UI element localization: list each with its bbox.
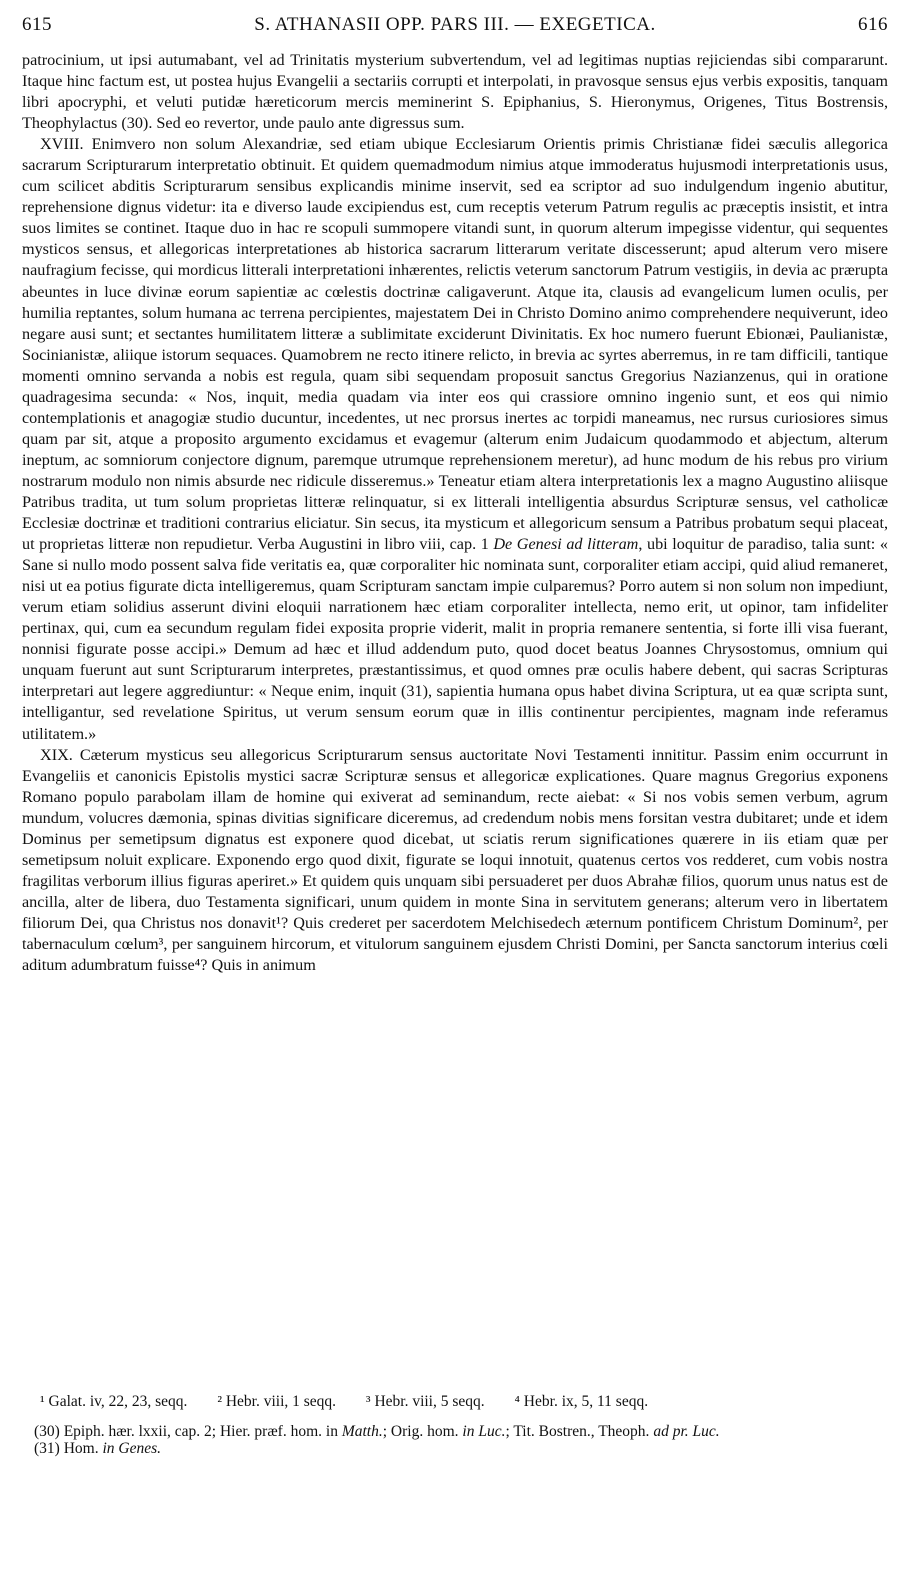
paragraph-text-tail: , ubi loquitur de paradiso, talia sunt: « Sane si nullo modo possent salva fide veritatis ea, quæ corporaliter hic nominata sunt, corporaliter etiam accipi, quid aliud remaneret, nisi ut ea potius figurate dicta intelligeremus, quam Scripturam sanctam impie culparemus? Porro autem si non solum non impediunt, verum etiam solidius asserunt divini eloquii narrationem hæc etiam corporaliter intellecta, nemo erit, ut opinor, tam infideliter pertinax, qui, cum ea secundum regulam fidei exposita proprie viderit, malit in propria remanere sententia, si forte illi visa fuerant, nonnisi figurate posse accipi.» Demum ad hæc et illud addendum puto, quod docet beatus Joannes Chrysostomus, omnium qui unquam fuerunt aut sunt Scripturarum interpretes, præstantissimus, et quod omnes præ oculis habere debent, qui sacras Scripturas interpretari aut legere aggrediuntur: « Neque enim, inquit (31), sapientia humana opus habet divina Scriptura, ut ea quæ scripta sunt, intelligantur, sed revelatione Spiritus, ut verum sensum eorum quæ in illis continentur percipientes, magnam inde referamus utilitatem.» (22, 535, 888, 743)
section-number: XVIII. (40, 135, 84, 154)
page-number-left: 615 (22, 14, 52, 35)
note-text: (30) Epiph. hær. lxxii, cap. 2; Hier. præf. hom. in (34, 1423, 342, 1440)
running-header (22, 14, 888, 42)
footnote: ¹ Galat. iv, 22, 23, seqq. (40, 1393, 188, 1410)
main-text (22, 50, 888, 976)
note-text: ; Tit. Bostren., Theoph. (505, 1423, 654, 1440)
note-italic: in Genes. (102, 1440, 161, 1457)
endnotes (22, 1423, 888, 1457)
note-italic: ad pr. Luc. (653, 1423, 720, 1440)
note-italic: in (462, 1423, 475, 1440)
paragraph-continuation: patrocinium, ut ipsi autumabant, vel ad Trinitatis mysterium subvertendum, vel ad legitimas nuptias rejiciendas sibi compararunt. Itaque hinc factum est, ut postea hujus Evangelii a sectariis corrupti et interpolati, in pravosque sensus ejus verbis expositis, tanquam libri apocryphi, et veluti putidæ hæreticorum mercis meminerint S. Epiphanius, S. Hieronymus, Origenes, Titus Bostrensis, Theophylactus (30). Sed eo revertor, unde paulo ante digressus sum. (22, 51, 888, 133)
page-number-right: 616 (858, 14, 888, 35)
note-31 (22, 1440, 888, 1457)
note-italic: Matth. (341, 1423, 383, 1440)
footnote: ⁴ Hebr. ix, 5, 11 seqq. (514, 1393, 649, 1410)
footnote: ³ Hebr. viii, 5 seqq. (365, 1393, 485, 1410)
paragraph-xviii (22, 134, 888, 744)
note-italic: Luc. (474, 1423, 506, 1440)
paragraph-text: Enimvero non solum Alexandriæ, sed etiam ubique Ecclesiarum Orientis primis Christianæ fidei sæculis allegorica sacrarum Scripturarum interpretatio obtinuit. Et quidem quemadmodum nimius atque immoderatus hujusmodi interpretationis usus, cum scilicet abditis Scripturarum sensibus explicandis minime inservit, sed ea scriptor ad suo indulgendum ingenio abutitur, reprehensione dignus videtur: ita e diverso laude excipiendus est, cum receptis veterum Patrum regulis ac præceptis insistit, et intra suos limites se continet. Itaque duo in hac re scopuli summopere vitandi sunt, in quorum alterum impegisse videntur, qui sequentes mysticos sensus, et allegoricas interpretationes ab historica sacrarum litterarum veritate discesserunt; apud alterum vero misere naufragium fecisse, qui mordicus litterali interpretationi inhærentes, relictis veterum sanctorum Patrum vestigiis, in devia ac prærupta abeuntes in luce divinæ eorum sapientiæ ac cœlestis doctrinæ caligaverunt. Atque ita, clausis ad evangelicum lumen oculis, per humilia reptantes, solum humana ac terrena percipientes, majestatem Dei in Christo Domino animo comprehendere nequiverunt, ideo negare ausi sunt; et sectantes humilitatem litteræ a sublimitate exciderunt Divinitatis. Ex hoc numero fuerunt Ebionæi, Paulianistæ, Socinianistæ, aliique istorum sequaces. Quamobrem ne recto itinere relicto, in brevia ac syrtes aberremus, in re tam difficili, tantique momenti omnino servanda a nobis est regula, quam sibi sequendam proposuit sanctus Gregorius Nazianzenus, qui in oratione quadragesima secunda: « Nos, inquit, media quadam via inter eos qui crassiore omnino ingenio sunt, et eos qui nimio contemplationis et anagogiæ studio ducuntur, incedentes, ut nec prorsus inertes ac torpidi maneamus, nec rursus curiosiores simus quam par sit, atque a proposito argumento excidamus et evagemur (alterum enim Judaicum quodammodo et abjectum, alterum ineptum, ac somniorum conjectore dignum, paremque utrumque reprehensionem meretur), ad hunc modum de his rebus pro virium nostrarum modulo non nimis absurde nec ridicule disseremus.» Teneatur etiam altera interpretationis lex a magno Augustino aliisque Patribus tradita, ut tum solum proprietas litteræ relinquatur, si ex litterali intelligentia absurdus Scripturæ sensus, vel catholicæ Ecclesiæ doctrinæ et traditioni contrarius eliciatur. Sin secus, ita mysticum et allegoricum sensum a Patribus probatum sequi placeat, ut proprietas litteræ non repudietur. Verba Augustini in libro viii, cap. 1 (22, 135, 888, 554)
note-text: (31) Hom. (34, 1440, 103, 1457)
paragraph-text: Cæterum mysticus seu allegoricus Scripturarum sensus auctoritate Novi Testamenti innititur. Passim enim occurrunt in Evangeliis et canonicis Epistolis mystici sacræ Scripturæ sensus et allegoricæ explicationes. Quare magnus Gregorius exponens Romano populo parabolam illam de homine qui exiverat ad seminandum, recte aiebat: « Si nos vobis semen verbum, agrum mundum, volucres dæmonia, spinas divitias significare diceremus, ad credendum nobis mens forsitan vestra dubitaret; unde et idem Dominus per semetipsum dignatus est exponere quod dicebat, ut sciatis rerum significationes quærere in iis etiam quæ per semetipsum noluit explicare. Exponendo ergo quod dixit, figurate se loqui innotuit, quatenus certos vos redderet, cum vobis nostra fragilitas verborum illius figuras aperiret.» Et quidem quis unquam sibi persuaderet per duos Abrahæ filios, quorum unus natus est de ancilla, alter de libera, duo Testamenta significari, unum quidem in monte Sina in servitutem generans; alterum vero in libertatem filiorum Dei, qua Christus nos donavit¹? Quis crederet per sacerdotem Melchisedech æternum pontificem Christum Dominum², per tabernaculum cœlum³, per sanguinem hircorum, et vitulorum sanguinem ejusdem Christi Domini, per Sancta sanctorum interius cœli aditum adumbratum fuisse⁴? Quis in animum (22, 745, 888, 975)
note-text: ; Orig. hom. (382, 1423, 463, 1440)
running-title: S. ATHANASII OPP. PARS III. — EXEGETICA. (254, 14, 656, 35)
note-30 (22, 1423, 888, 1440)
cited-title: De Genesi ad litteram (493, 535, 639, 554)
footnote: ² Hebr. viii, 1 seqq. (217, 1393, 337, 1410)
paragraph-xix (22, 745, 888, 977)
scripture-footnotes (40, 1392, 888, 1412)
section-number: XIX. (40, 745, 73, 764)
